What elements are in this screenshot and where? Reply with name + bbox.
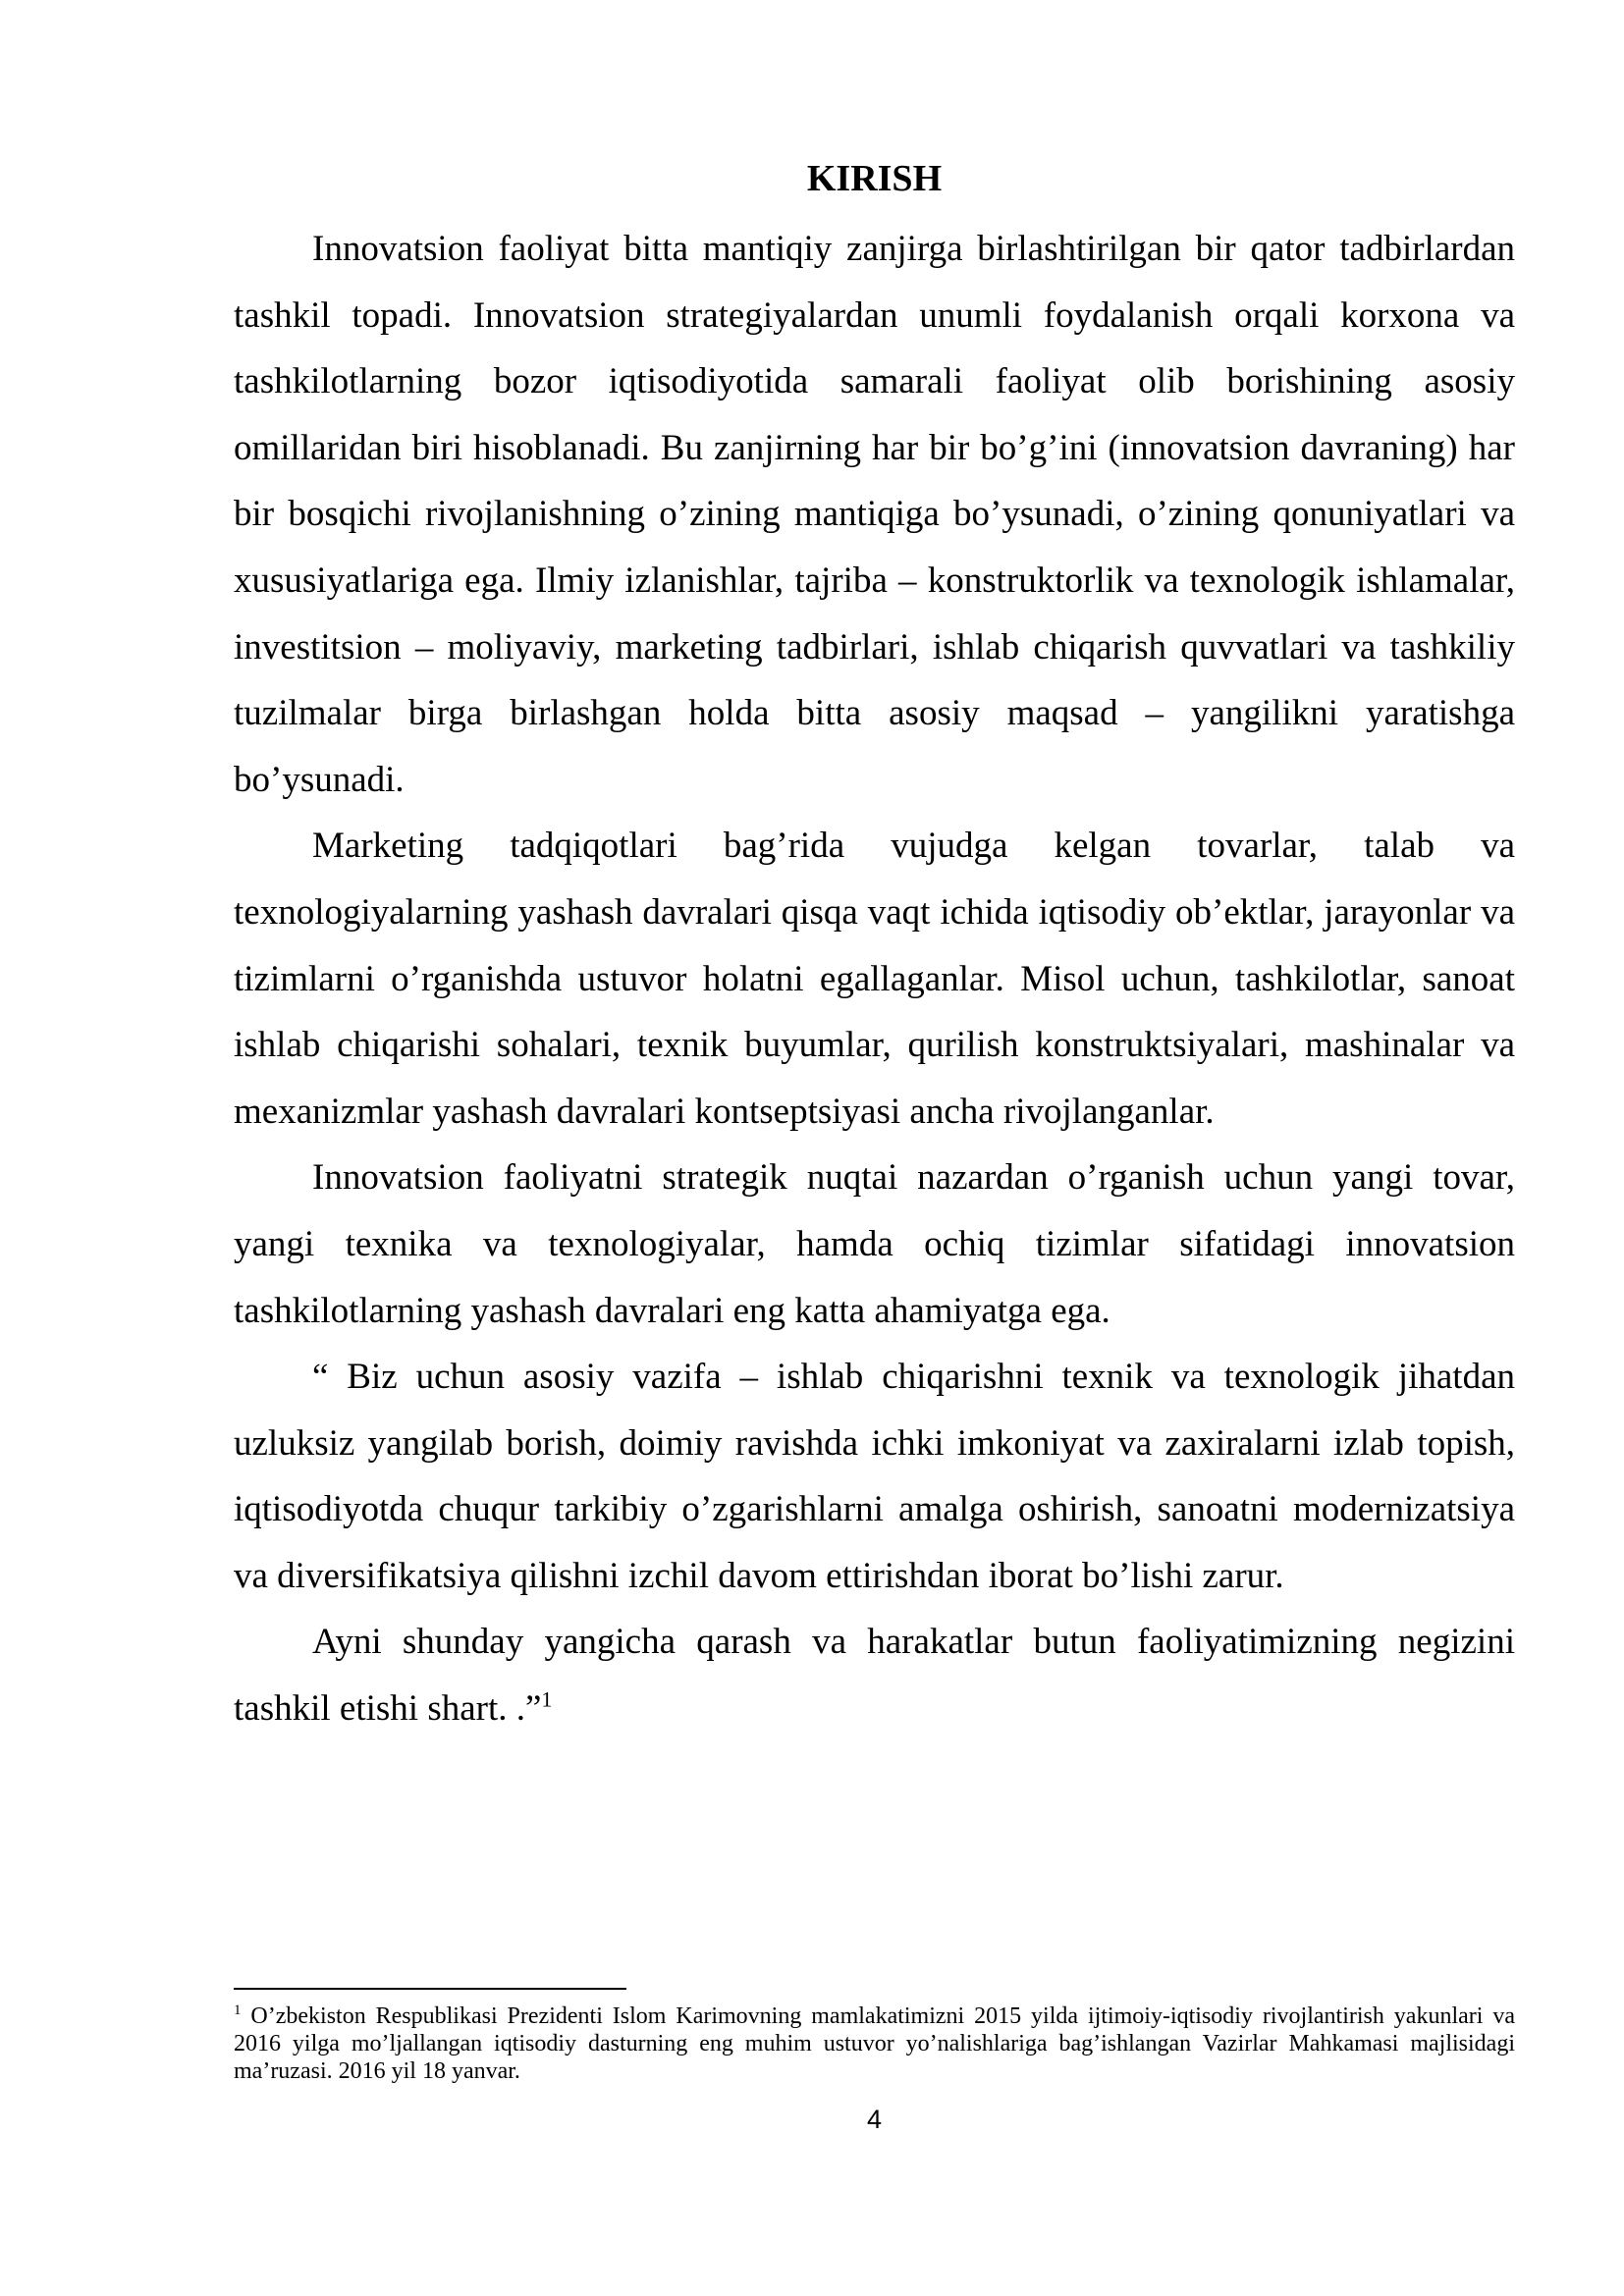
body-text	[234, 216, 1515, 1742]
footnote-number: 1	[234, 2002, 242, 2018]
paragraph-5	[234, 1609, 1515, 1741]
footnote-reference[interactable]: 1	[541, 1686, 553, 1712]
paragraph-3: Innovatsion faoliyatni strategik nuqtai nazardan o’rganish uchun yangi tovar, yangi texnika va texnologiyalar, hamda ochiq tizimlar sifatidagi innovatsion tashkilotlarning yashash davralari eng katta ahamiyatga ega.	[234, 1157, 1515, 1331]
paragraph-4: “ Biz uchun asosiy vazifa – ishlab chiqarishni texnik va texnologik jihatdan uzluksiz yangilab borish, doimiy ravishda ichki imkoniyat va zaxiralarni izlab topish, iqtisodiyotda chuqur tarkibiy o’zgarishlarni amalga oshirish, sanoatni modernizatsiya va diversifikatsiya qilishni izchil davom ettirishdan iborat bo’lishi zarur.	[234, 1357, 1515, 1596]
paragraph-5-text: Ayni shunday yangicha qarash va harakatlar butun faoliyatimizning negizini tashkil etishi shart. .”	[234, 1622, 1515, 1730]
page-number: 4	[866, 2105, 883, 2134]
footnote	[234, 2002, 1515, 2085]
footnote-separator	[234, 1988, 626, 1990]
footnote-text: O’zbekiston Respublikasi Prezidenti Islom Karimovning mamlakatimizni 2015 yilda ijtimoiy-iqtisodiy rivojlantirish yakunlari va 2016 yilga mo’ljallangan iqtisodiy dasturning eng muhim ustuvor yo’nalishlariga bag’ishlangan Vazirlar Mahkamasi majlisidagi ma’ruzasi. 2016 yil 18 yanvar.	[234, 2003, 1515, 2084]
page-title: KIRISH	[806, 158, 943, 199]
document-page	[234, 0, 1515, 2296]
paragraph-1: Innovatsion faoliyat bitta mantiqiy zanjirga birlashtirilgan bir qator tadbirlardan tashkil topadi. Innovatsion strategiyalardan unumli foydalanish orqali korxona va tashkilotlarning bozor iqtisodiyotida samarali faoliyat olib borishining asosiy omillaridan biri hisoblanadi. Bu zanjirning har bir bo’g’ini (innovatsion davraning) har bir bosqichi rivojlanishning o’zining mantiqiga bo’ysunadi, o’zining qonuniyatlari va xususiyatlariga ega. Ilmiy izlanishlar, tajriba – konstruktorlik va texnologik ishlamalar, investitsion – moliyaviy, marketing tadbirlari, ishlab chiqarish quvvatlari va tashkiliy tuzilmalar birga birlashgan holda bitta asosiy maqsad – yangilikni yaratishga bo’ysunadi.	[234, 229, 1515, 800]
paragraph-2: Marketing tadqiqotlari bag’rida vujudga kelgan tovarlar, talab va texnologiyalarning yashash davralari qisqa vaqt ichida iqtisodiy ob’ektlar, jarayonlar va tizimlarni o’rganishda ustuvor holatni egallaganlar. Misol uchun, tashkilotlar, sanoat ishlab chiqarishi sohalari, texnik buyumlar, qurilish konstruktsiyalari, mashinalar va mexanizmlar yashash davralari kontseptsiyasi ancha rivojlanganlar.	[234, 826, 1515, 1132]
